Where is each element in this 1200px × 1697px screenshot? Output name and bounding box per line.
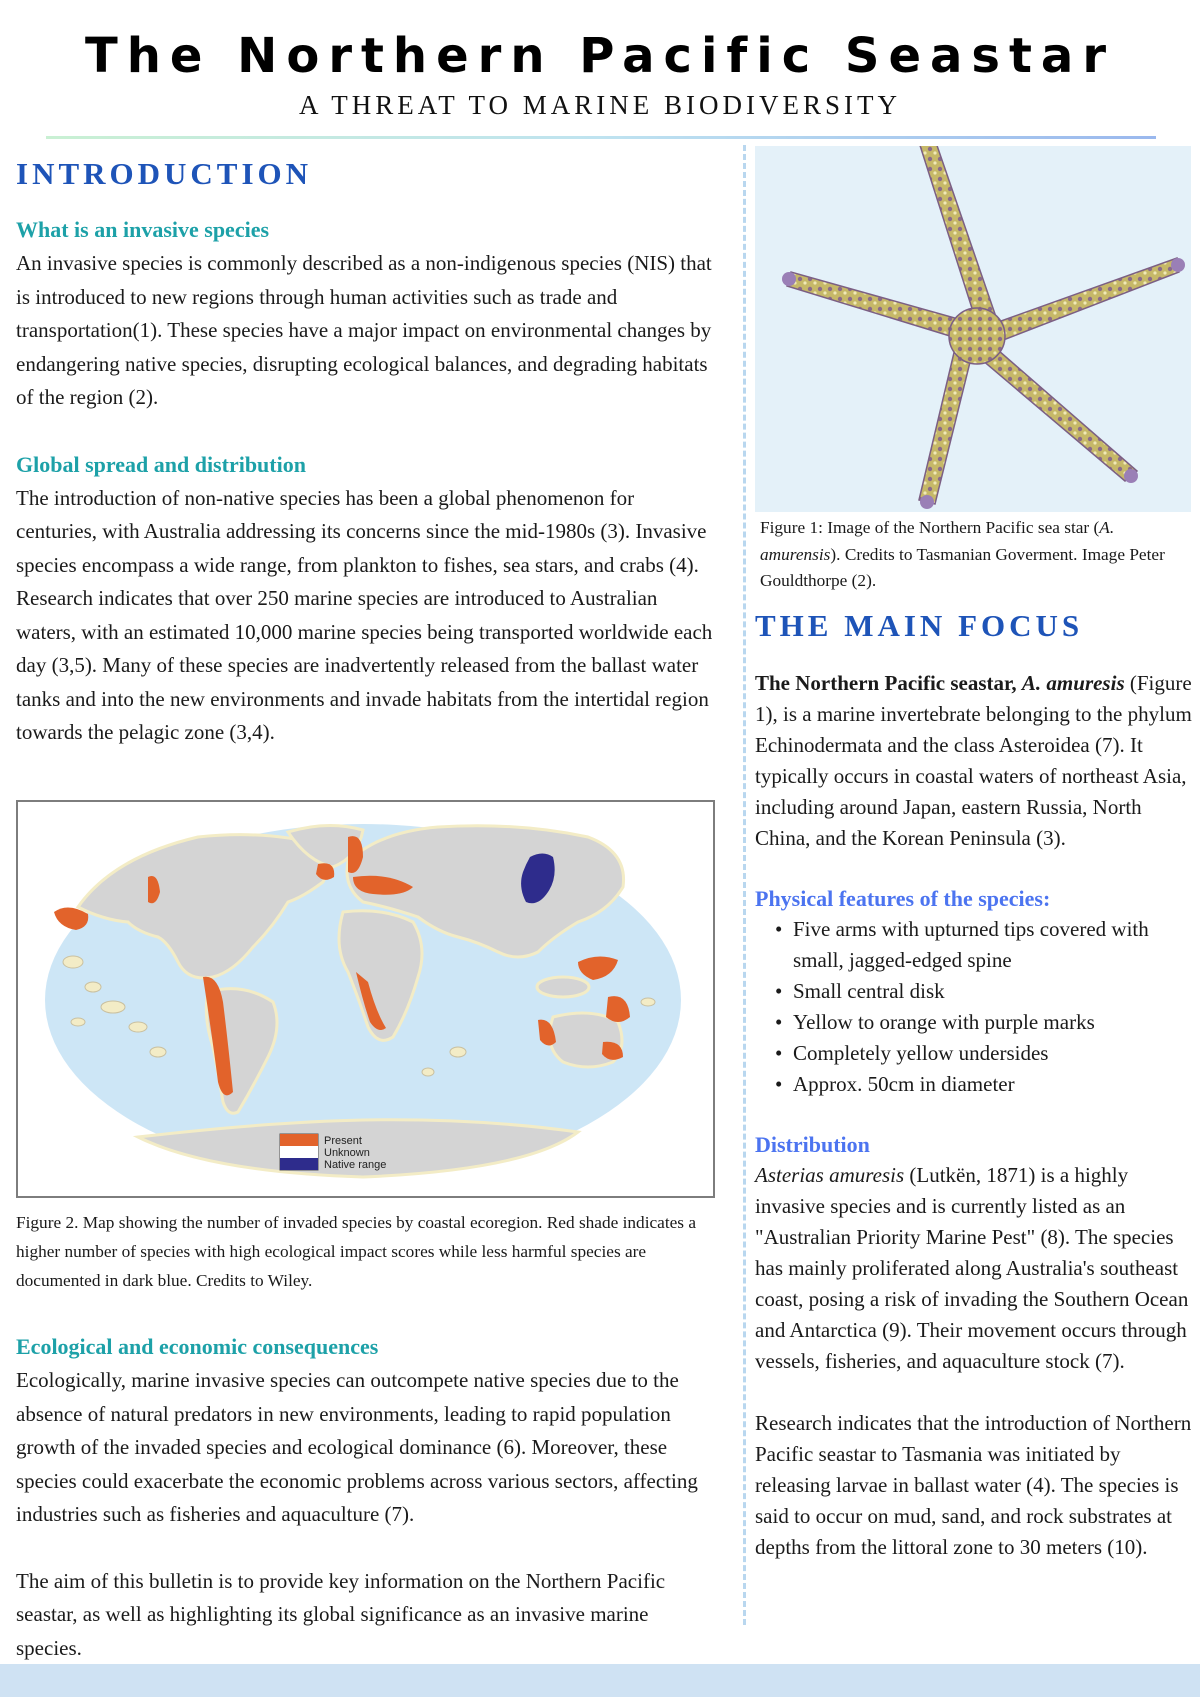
global-spread-heading: Global spread and distribution — [16, 451, 306, 477]
title-divider — [46, 136, 1156, 139]
research-text: Research indicates that the introduction of Northern Pacific seastar to Tasmania was initiated by releasing larvae in ballast water (4). The species is said to occur on mud, sand, and rock substrates at depths from the littoral zone to 30 meters (10). — [755, 1411, 1192, 1559]
left-column — [16, 152, 716, 750]
main-focus-heading: THE MAIN FOCUS — [755, 608, 1084, 643]
column-divider — [743, 145, 746, 1625]
invasive-species-text: An invasive species is commonly described as a non-indigenous species (NIS) that is introduced to new regions through human activities such as trade and transportation(1). These species have a major impact on environmental changes by endangering native species, disrupting ecological balances, and degrading habitats of the region (2). — [16, 251, 712, 409]
legend-present: Present — [324, 1135, 362, 1147]
list-item: • Small central disk — [775, 976, 1193, 1007]
aim-text: The aim of this bulletin is to provide key information on the Northern Pacific seastar, as well as highlighting its global significance as an invasive marine species. — [16, 1568, 666, 1660]
physical-features-heading: Physical features of the species: — [755, 886, 1051, 911]
figure-1-caption — [760, 515, 1190, 595]
distribution-heading: Distribution — [755, 1132, 870, 1157]
ecological-text: Ecologically, marine invasive species can outcompete native species due to the absence of natural predators in new environments, leading to rapid population growth of the invaded species and ecological dominance (6). Moreover, these species could exacerbate the economic problems across various sectors, affecting industries such as fisheries and aquaculture (7). — [16, 1368, 698, 1526]
distribution-text — [755, 1160, 1193, 1377]
introduction-heading: INTRODUCTION — [16, 156, 313, 191]
main-focus-lead: The Northern Pacific seastar, — [755, 671, 1022, 695]
figure-1-caption-b: ). Credits to Tasmanian Goverment. Image Peter Gouldthorpe (2). — [760, 544, 1165, 590]
seastar-figure — [755, 146, 1191, 512]
legend-native: Native range — [324, 1159, 387, 1171]
list-item: • Five arms with upturned tips covered with small, jagged-edged spine — [775, 914, 1193, 976]
distribution-species: Asterias amuresis — [755, 1163, 905, 1187]
invasive-species-heading: What is an invasive species — [16, 217, 270, 242]
seastar-image — [755, 146, 1191, 512]
world-map-image — [18, 802, 715, 1198]
list-item: • Completely yellow undersides — [775, 1038, 1193, 1069]
list-item: • Yellow to orange with purple marks — [775, 1007, 1193, 1038]
main-focus-text — [755, 668, 1193, 854]
page-subtitle: A THREAT TO MARINE BIODIVERSITY — [298, 90, 902, 120]
figure-2-caption: Figure 2. Map showing the number of invaded species by coastal ecoregion. Red shade indicates a higher number of species with high ecological impact scores while less harmful species are documented in dark blue. Credits to Wiley. — [16, 1213, 697, 1290]
world-map-figure — [16, 800, 715, 1198]
right-column — [755, 604, 1193, 1563]
main-focus-body: (Figure 1), is a marine invertebrate belonging to the phylum Echinodermata and the class Asteroidea (7). It typically occurs in coastal waters of northeast Asia, including around Japan, eastern Russia, North China, and the Korean Peninsula (3). — [755, 671, 1192, 850]
figure-1-caption-a: Figure 1: Image of the Northern Pacific sea star ( — [760, 518, 1100, 537]
global-spread-text: The introduction of non-native species has been a global phenomenon for centuries, with Australia addressing its concerns since the mid-1980s (3). Invasive species encompass a wide range, from plankton to fishes, sea stars, and crabs (4). Research indicates that over 250 marine species are introduced to Australian waters, with an estimated 10,000 marine species being transported worldwide each day (3,5). Many of these species are inadvertently released from the ballast water tanks and into the new environments and invade habitats from the intertidal region towards the pelagic zone (3,4). — [16, 485, 713, 744]
list-item: • Approx. 50cm in diameter — [775, 1069, 1193, 1100]
distribution-body: (Lutkën, 1871) is a highly invasive species and is currently listed as an "Australian Priority Marine Pest" (8). The species has mainly proliferated along Australia's southeast coast, posing a risk of invading the Southern Ocean and Antarctica (9). Their movement occurs through vessels, fisheries, and aquaculture stock (7). — [755, 1163, 1189, 1373]
footer-band — [0, 1664, 1200, 1697]
legend-unknown: Unknown — [324, 1147, 370, 1159]
left-column-lower — [16, 1332, 716, 1665]
main-focus-species: A. amuresis — [1021, 671, 1125, 695]
figure-1-caption-species: A. amurensis — [760, 518, 1115, 564]
ecological-heading: Ecological and economic consequences — [16, 1334, 379, 1359]
physical-features-list — [775, 914, 1193, 1100]
page-title: The Northern Pacific Seastar — [84, 28, 1115, 84]
